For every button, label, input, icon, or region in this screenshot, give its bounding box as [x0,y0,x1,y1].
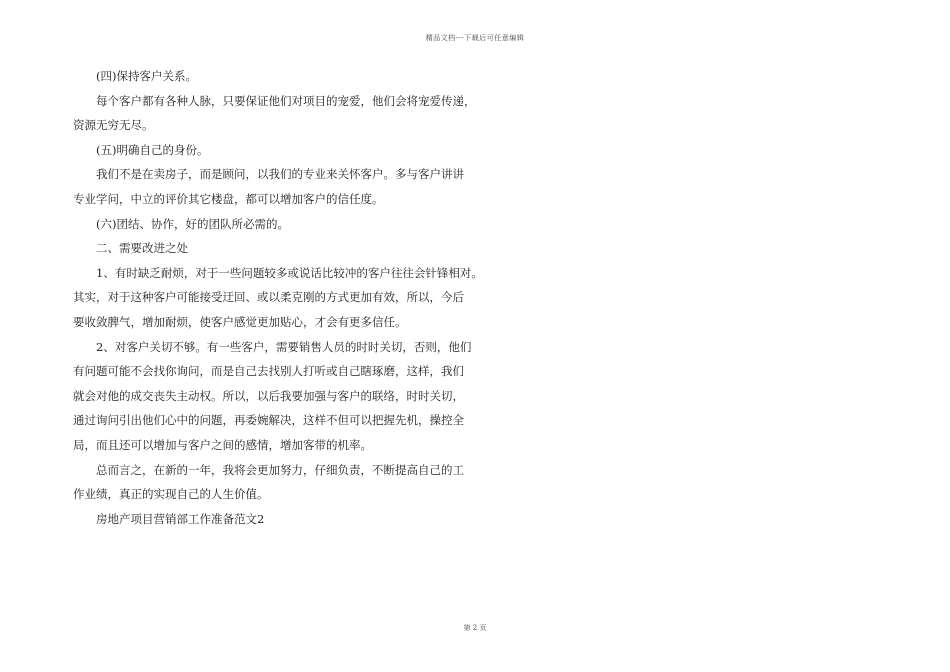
body-line-10: 其实，对于这种客户可能接受迂回、或以柔克刚的方式更加有效，所以，今后 [73,290,464,305]
body-line-7: (六)团结、协作，好的团队所必需的。 [96,216,289,231]
page-header: 精品文档---下载后可任意编辑 [425,34,525,42]
body-line-1: (四)保持客户关系。 [96,69,197,83]
body-line-5: 我们不是在卖房子，而是顾问，以我们的专业来关怀客户。多与客户讲讲 [96,167,464,182]
body-line-12: 2、对客户关切不够。有一些客户，需要销售人员的时时关切，否则，他们 [96,339,472,354]
body-line-2: 每个客户都有各种人脉，只要保证他们对项目的宠爱，他们会将宠爱传递， [96,93,476,108]
body-line-17: 总而言之，在新的一年，我将会更加努力，仔细负责，不断提高自己的工 [96,462,464,477]
body-line-6: 专业学问，中立的评价其它楼盘，都可以增加客户的信任度。 [73,191,384,206]
body-line-3: 资源无穷无尽。 [73,118,154,133]
body-line-19: 房地产项目营销部工作准备范文2 [96,511,265,526]
body-line-14: 就会对他的成交丧失主动权。所以，以后我要加强与客户的联络，时时关切， [73,388,464,403]
page-number: 第 2 页 [463,624,487,632]
body-line-16: 局，而且还可以增加与客户之间的感情，增加客带的机率。 [73,437,372,452]
body-line-9: 1、有时缺乏耐烦，对于一些问题较多或说话比较冲的客户往往会针锋相对。 [96,265,483,280]
body-line-18: 作业绩，真正的实现自己的人生价值。 [73,487,269,502]
body-line-8: 二、需要改进之处 [96,241,188,256]
document-body [73,64,483,531]
body-line-11: 要收敛脾气，增加耐烦，使客户感觉更加贴心，才会有更多信任。 [73,314,407,329]
body-line-15: 通过询问引出他们心中的问题，再委婉解决，这样不但可以把握先机，操控全 [73,413,464,428]
body-line-13: 有问题可能不会找你询问，而是自己去找别人打听或自己瞎琢磨，这样，我们 [73,364,464,379]
body-line-4: (五)明确自己的身份。 [96,142,209,157]
